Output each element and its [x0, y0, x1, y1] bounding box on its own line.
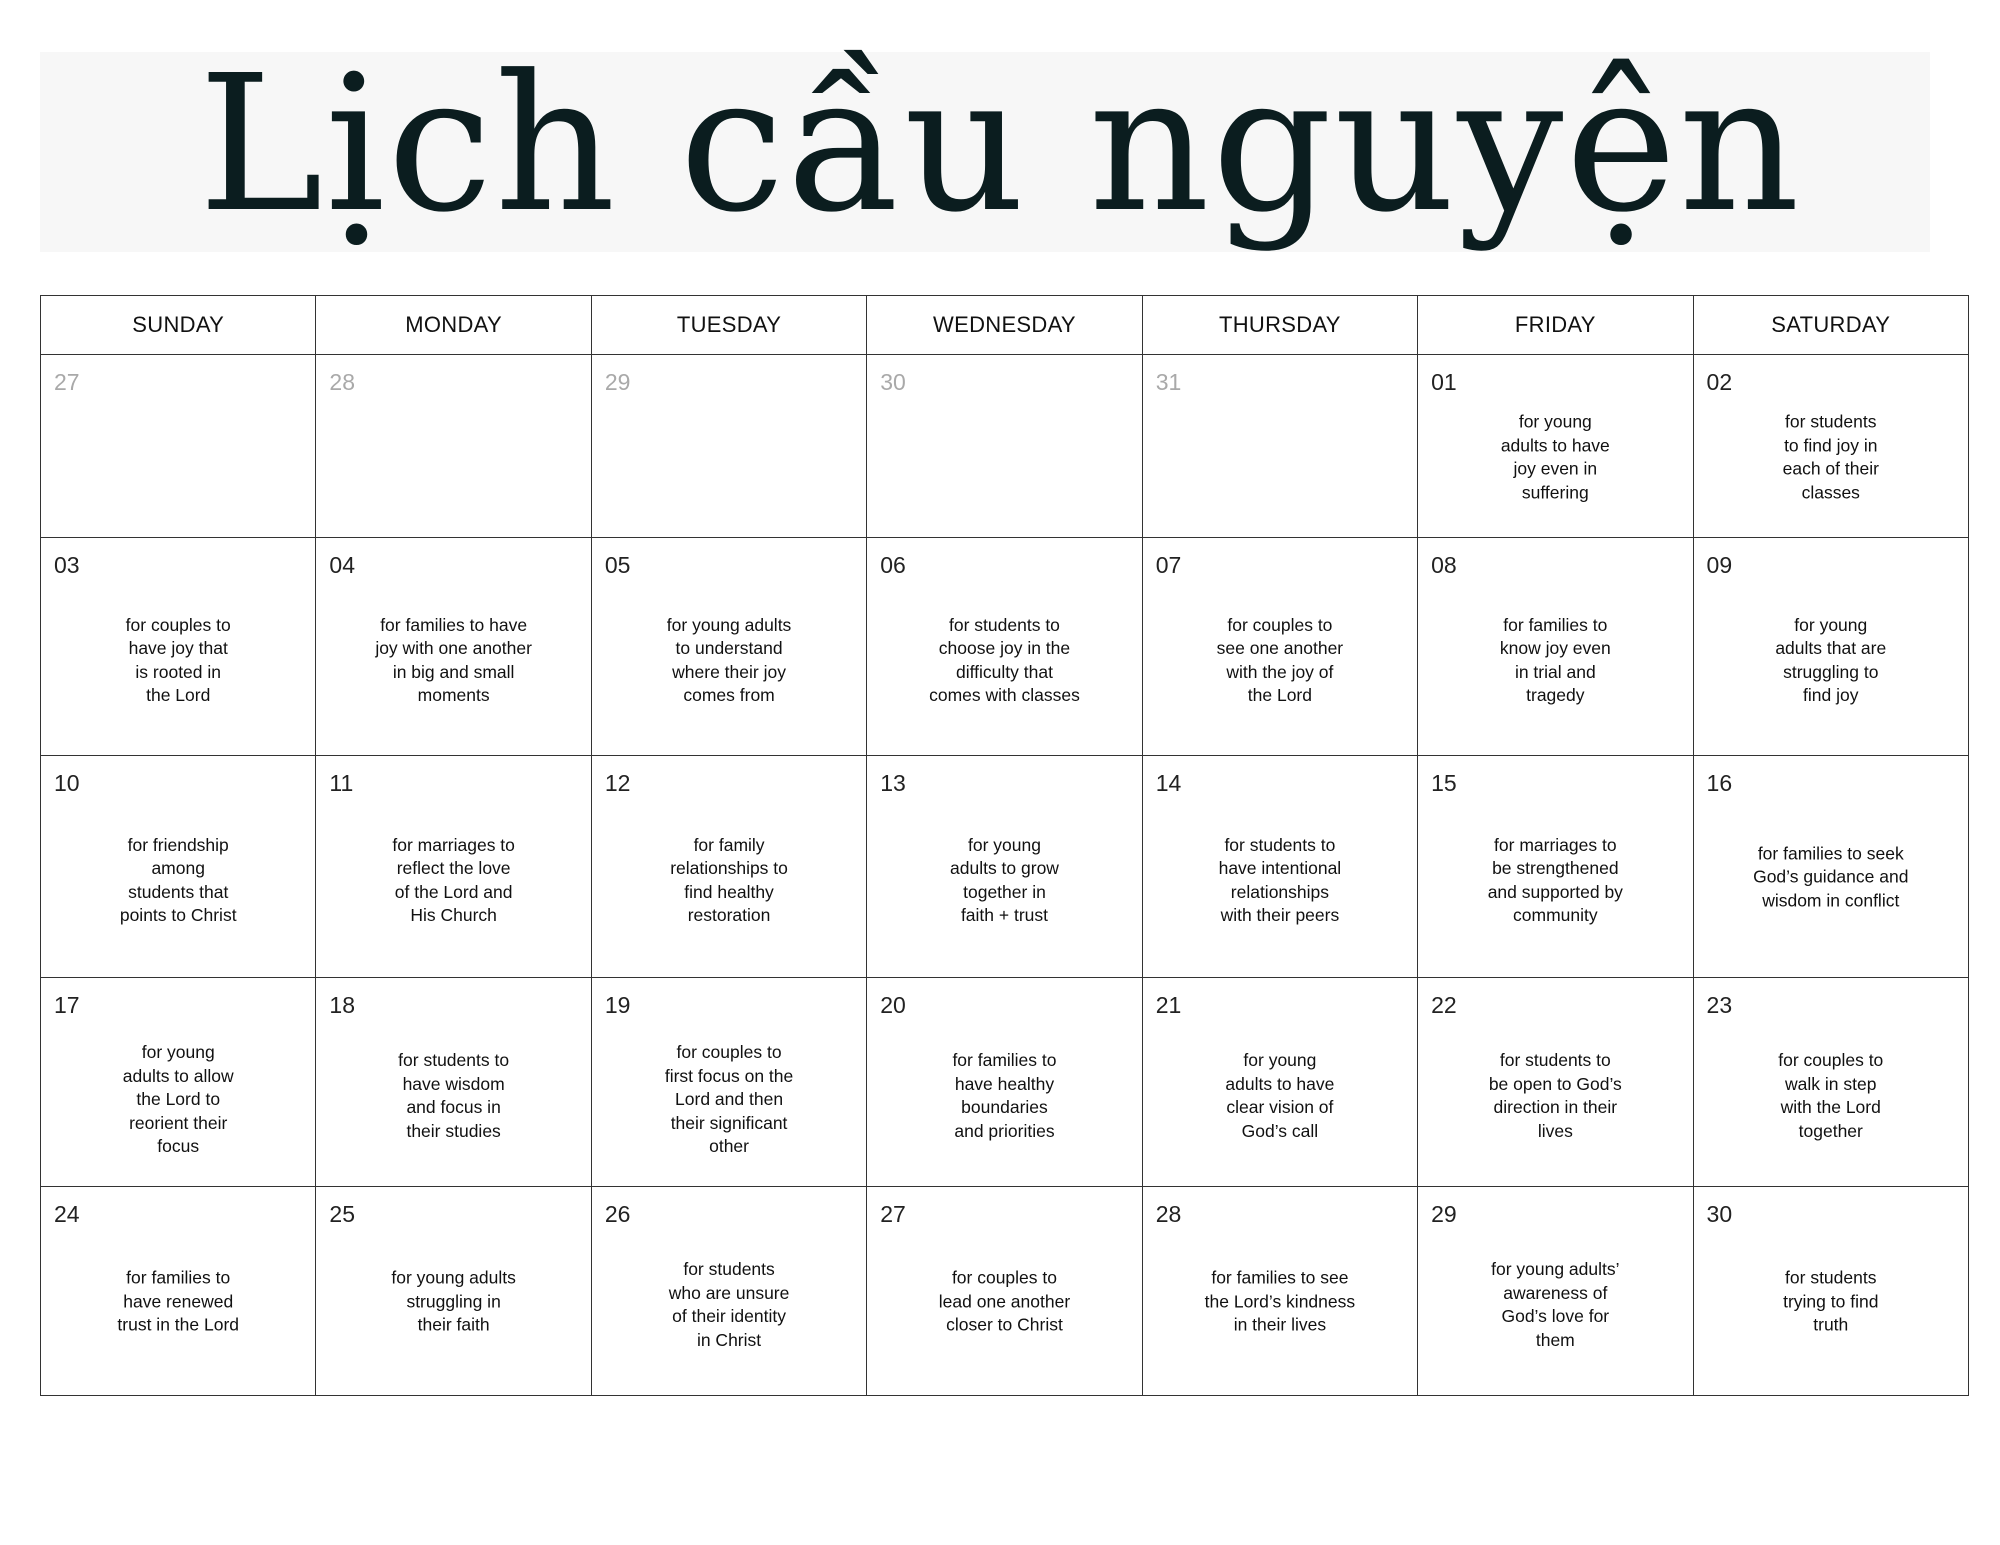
prayer-text: for marriages to reflect the love of the Lord and His Church	[392, 834, 515, 926]
calendar-day-cell	[1693, 1187, 1968, 1396]
prayer-text: for families to have joy with one another in big and small moments	[375, 614, 532, 706]
calendar-day-cell	[1418, 355, 1693, 538]
day-number: 27	[54, 369, 80, 395]
calendar-day-cell	[1418, 978, 1693, 1187]
calendar-day-cell	[867, 978, 1142, 1187]
day-number: 01	[1431, 369, 1457, 395]
day-number: 26	[604, 1201, 631, 1227]
day-number: 17	[54, 992, 80, 1018]
prayer-text: for couples to have joy that is rooted in the Lord	[125, 614, 231, 706]
day-number: 02	[1706, 369, 1733, 395]
weekday-header-tuesday: TUESDAY	[591, 296, 866, 355]
prayer-text: for students to be open to God’s direction in their lives	[1488, 1050, 1622, 1141]
calendar-day-cell	[316, 1187, 591, 1396]
day-number: 15	[1431, 770, 1457, 796]
day-number: 21	[1155, 992, 1182, 1018]
prayer-text: for families to seek God’s guidance and wisdom in conflict	[1753, 842, 1909, 910]
day-number: 23	[1706, 992, 1733, 1018]
prayer-text: for young adults’ awareness of God’s love for them	[1491, 1259, 1620, 1350]
calendar-day-cell	[1693, 355, 1968, 538]
day-number: 27	[880, 1201, 906, 1227]
prayer-text: for couples to walk in step with the Lord together	[1778, 1050, 1884, 1141]
weekday-header-monday: MONDAY	[316, 296, 591, 355]
calendar-day-cell	[591, 538, 866, 756]
calendar-week-row	[41, 978, 1969, 1187]
calendar-day-cell	[41, 978, 316, 1187]
day-number: 29	[604, 369, 631, 395]
calendar-day-cell	[41, 355, 316, 538]
page-title: Lịch cầu nguyện	[198, 35, 1802, 254]
day-number: 19	[604, 992, 631, 1018]
calendar-week-row	[41, 1187, 1969, 1396]
calendar-day-cell	[1693, 978, 1968, 1187]
prayer-text: for family relationships to find healthy restoration	[670, 834, 788, 926]
day-number: 07	[1155, 552, 1182, 578]
calendar-day-cell	[316, 978, 591, 1187]
day-number: 12	[604, 770, 631, 796]
weekday-header-saturday: SATURDAY	[1693, 296, 1968, 355]
prayer-text: for couples to see one another with the joy of the Lord	[1216, 614, 1344, 706]
prayer-text: for couples to first focus on the Lord and then their significant other	[664, 1041, 794, 1156]
calendar-day-cell	[1693, 756, 1968, 978]
prayer-text: for young adults to have clear vision of God’s call	[1225, 1050, 1335, 1141]
calendar-day-cell	[867, 538, 1142, 756]
prayer-text: for students who are unsure of their identity in Christ	[668, 1259, 790, 1350]
prayer-text: for students to have wisdom and focus in their studies	[398, 1050, 510, 1141]
day-number: 22	[1431, 992, 1457, 1018]
day-number: 16	[1706, 770, 1733, 796]
day-number: 03	[54, 552, 80, 578]
calendar-day-cell	[867, 1187, 1142, 1396]
prayer-text: for couples to lead one another closer to Christ	[938, 1267, 1071, 1335]
day-number: 14	[1155, 770, 1182, 796]
calendar-day-cell	[591, 355, 866, 538]
calendar-day-cell	[41, 756, 316, 978]
calendar-day-cell	[591, 756, 866, 978]
prayer-text: for young adults to grow together in faith + trust	[950, 834, 1059, 926]
calendar-day-cell	[1142, 756, 1417, 978]
calendar-day-cell	[591, 978, 866, 1187]
calendar-day-cell	[1418, 756, 1693, 978]
weekday-header-wednesday: WEDNESDAY	[867, 296, 1142, 355]
prayer-text: for young adults to understand where their joy comes from	[666, 614, 792, 706]
prayer-text: for young adults that are struggling to find joy	[1775, 614, 1887, 706]
prayer-text: for students to choose joy in the difficulty that comes with classes	[929, 614, 1080, 706]
day-number: 04	[329, 552, 356, 578]
day-number: 28	[1155, 1201, 1182, 1227]
day-number: 25	[329, 1201, 356, 1227]
prayer-text: for young adults to allow the Lord to reorient their focus	[122, 1041, 234, 1156]
calendar-body	[41, 355, 1969, 1396]
calendar-day-cell	[1142, 538, 1417, 756]
calendar-week-row	[41, 538, 1969, 756]
prayer-text: for students to have intentional relationships with their peers	[1218, 834, 1342, 926]
calendar-day-cell	[1142, 355, 1417, 538]
day-number: 08	[1431, 552, 1457, 578]
prayer-text: for students trying to find truth	[1783, 1267, 1879, 1335]
prayer-text: for families to have healthy boundaries and priorities	[952, 1050, 1057, 1141]
weekday-header-friday: FRIDAY	[1418, 296, 1693, 355]
prayer-calendar	[40, 295, 1969, 1396]
day-number: 31	[1155, 369, 1182, 395]
calendar-day-cell	[316, 355, 591, 538]
calendar-day-cell	[316, 538, 591, 756]
day-number: 28	[329, 369, 356, 395]
prayer-text: for marriages to be strengthened and supported by community	[1487, 834, 1623, 926]
calendar-day-cell	[591, 1187, 866, 1396]
calendar-week-row	[41, 355, 1969, 538]
day-number: 06	[880, 552, 906, 578]
day-number: 30	[880, 369, 906, 395]
day-number: 18	[329, 992, 356, 1018]
prayer-text: for young adults to have joy even in suffering	[1500, 411, 1610, 502]
day-number: 05	[604, 552, 631, 578]
calendar-day-cell	[867, 756, 1142, 978]
day-number: 20	[880, 992, 906, 1018]
calendar-day-cell	[1418, 1187, 1693, 1396]
day-number: 29	[1431, 1201, 1457, 1227]
day-number: 09	[1706, 552, 1733, 578]
prayer-text: for young adults struggling in their faith	[391, 1267, 516, 1335]
calendar-day-cell	[41, 1187, 316, 1396]
calendar-day-cell	[867, 355, 1142, 538]
day-number: 24	[54, 1201, 80, 1227]
prayer-text: for families to have renewed trust in the Lord	[117, 1267, 240, 1335]
calendar-day-cell	[1142, 1187, 1417, 1396]
calendar-day-cell	[316, 756, 591, 978]
calendar-day-cell	[1418, 538, 1693, 756]
prayer-text: for families to see the Lord’s kindness in their lives	[1204, 1267, 1356, 1335]
prayer-text: for friendship among students that points to Christ	[119, 834, 237, 926]
weekday-header-row	[41, 296, 1969, 355]
prayer-text: for students to find joy in each of their classes	[1782, 411, 1879, 502]
weekday-header-thursday: THURSDAY	[1142, 296, 1417, 355]
calendar-day-cell	[41, 538, 316, 756]
day-number: 30	[1706, 1201, 1733, 1227]
day-number: 13	[880, 770, 906, 796]
weekday-header-sunday: SUNDAY	[41, 296, 316, 355]
day-number: 11	[329, 770, 354, 796]
day-number: 10	[54, 770, 80, 796]
prayer-text: for families to know joy even in trial and tragedy	[1499, 614, 1611, 706]
calendar-day-cell	[1142, 978, 1417, 1187]
calendar-week-row	[41, 756, 1969, 978]
calendar-day-cell	[1693, 538, 1968, 756]
